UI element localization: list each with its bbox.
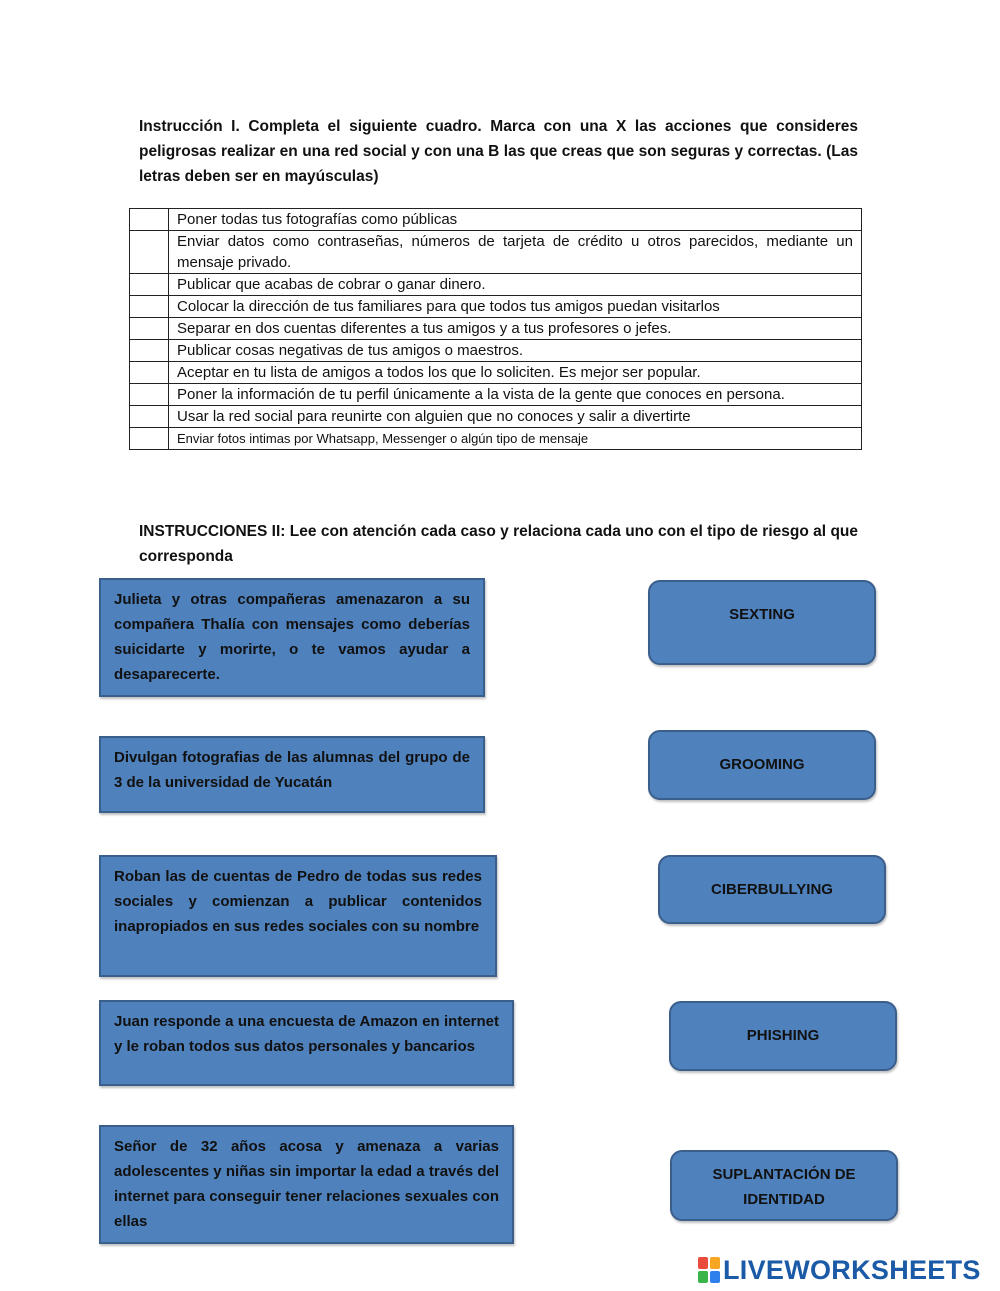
- table-row: [130, 384, 862, 406]
- checklist-table: [129, 208, 862, 450]
- action-text: Publicar que acabas de cobrar o ganar dinero.: [169, 274, 862, 296]
- table-row: [130, 318, 862, 340]
- answer-cell[interactable]: [130, 209, 169, 231]
- table-row: [130, 274, 862, 296]
- risk-box-suplantacion[interactable]: SUPLANTACIÓN DE IDENTIDAD: [670, 1150, 898, 1221]
- case-box-cyberbullying-threats[interactable]: Julieta y otras compañeras amenazaron a su compañera Thalía con mensajes como deberías suicidarte y morirte, o te vamos ayudar a desaparecerte.: [99, 578, 485, 697]
- risk-box-phishing[interactable]: PHISHING: [669, 1001, 897, 1071]
- table-row: [130, 231, 862, 274]
- logo-text: LIVEWORKSHEETS: [723, 1254, 981, 1285]
- table-row: [130, 209, 862, 231]
- answer-cell[interactable]: [130, 274, 169, 296]
- answer-cell[interactable]: [130, 318, 169, 340]
- answer-cell[interactable]: [130, 231, 169, 274]
- table-row: [130, 362, 862, 384]
- liveworksheets-logo: [698, 1256, 981, 1284]
- case-box-harassment[interactable]: Señor de 32 años acosa y amenaza a varias adolescentes y niñas sin importar la edad a través del internet para conseguir tener relaciones sexuales con ellas: [99, 1125, 514, 1244]
- action-text: Poner todas tus fotografías como públicas: [169, 209, 862, 231]
- risk-box-ciberbullying[interactable]: CIBERBULLYING: [658, 855, 886, 924]
- table-row: [130, 406, 862, 428]
- answer-cell[interactable]: [130, 296, 169, 318]
- table-row: [130, 428, 862, 450]
- instruction-2: INSTRUCCIONES II: Lee con atención cada caso y relaciona cada uno con el tipo de riesgo al que corresponda: [139, 523, 858, 565]
- action-text: Publicar cosas negativas de tus amigos o maestros.: [169, 340, 862, 362]
- table-row: [130, 296, 862, 318]
- action-text: Aceptar en tu lista de amigos a todos los que lo soliciten. Es mejor ser popular.: [169, 362, 862, 384]
- case-box-photos[interactable]: Divulgan fotografias de las alumnas del grupo de 3 de la universidad de Yucatán: [99, 736, 485, 813]
- action-text: Enviar fotos intimas por Whatsapp, Messenger o algún tipo de mensaje: [169, 428, 862, 450]
- action-text: Enviar datos como contraseñas, números de tarjeta de crédito u otros parecidos, mediante un mensaje privado.: [169, 231, 862, 274]
- table-row: [130, 340, 862, 362]
- action-text: Separar en dos cuentas diferentes a tus amigos y a tus profesores o jefes.: [169, 318, 862, 340]
- answer-cell[interactable]: [130, 384, 169, 406]
- answer-cell[interactable]: [130, 340, 169, 362]
- risk-box-sexting[interactable]: SEXTING: [648, 580, 876, 665]
- liveworksheets-logo-icon: [698, 1257, 720, 1283]
- answer-cell[interactable]: [130, 428, 169, 450]
- answer-cell[interactable]: [130, 406, 169, 428]
- action-text: Usar la red social para reunirte con alguien que no conoces y salir a divertirte: [169, 406, 862, 428]
- case-box-survey[interactable]: Juan responde a una encuesta de Amazon en internet y le roban todos sus datos personales y bancarios: [99, 1000, 514, 1086]
- case-box-stolen-accounts[interactable]: Roban las de cuentas de Pedro de todas sus redes sociales y comienzan a publicar contenidos inapropiados en sus redes sociales con su nombre: [99, 855, 497, 977]
- action-text: Colocar la dirección de tus familiares para que todos tus amigos puedan visitarlos: [169, 296, 862, 318]
- instruction-1: Instrucción I. Completa el siguiente cuadro. Marca con una X las acciones que consideres peligrosas realizar en una red social y con una B las que creas que son seguras y correctas. (Las letras deben ser en mayúsculas): [139, 118, 858, 185]
- action-text: Poner la información de tu perfil únicamente a la vista de la gente que conoces en persona.: [169, 384, 862, 406]
- risk-box-grooming[interactable]: GROOMING: [648, 730, 876, 800]
- answer-cell[interactable]: [130, 362, 169, 384]
